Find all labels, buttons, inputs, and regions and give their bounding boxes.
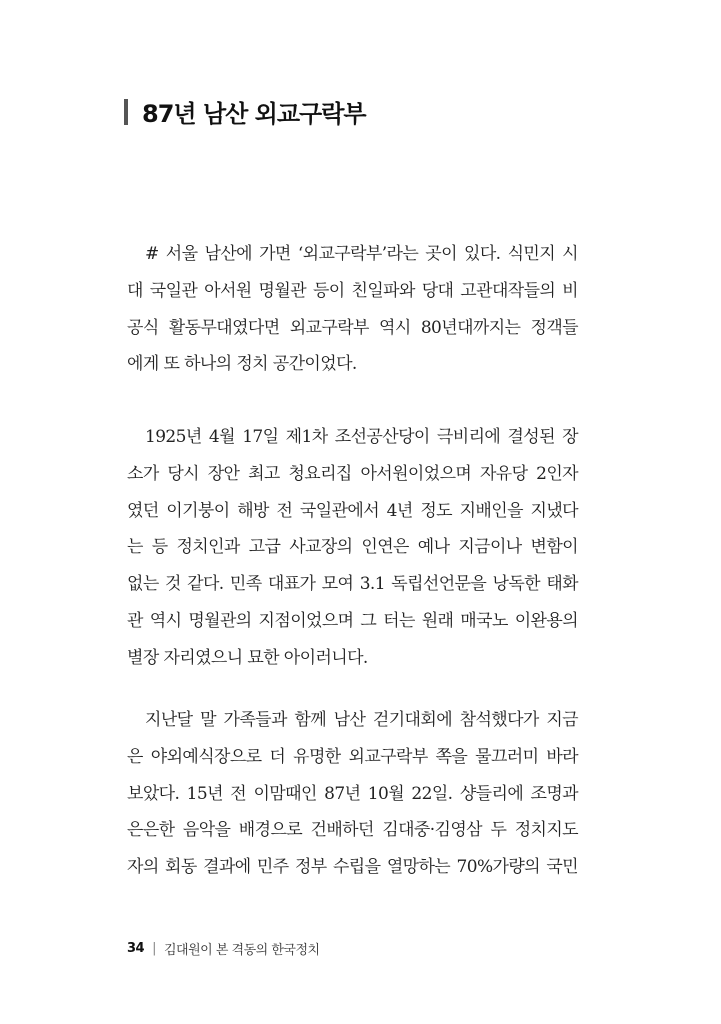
- title-text: 87년 남산 외교구락부: [142, 100, 366, 128]
- book-title: 김대원이 본 격동의 한국정치: [163, 943, 320, 958]
- text-line: 는 등 정치인과 고급 사교장의 인연은 예나 지금이나 변함이: [127, 537, 578, 558]
- text-line: 없는 것 같다. 민족 대표가 모여 3.1 독립선언문을 낭독한 태화: [127, 574, 578, 595]
- footer-separator: |: [152, 941, 156, 956]
- text-line: 였던 이기붕이 해방 전 국일관에서 4년 정도 지배인을 지냈다: [127, 500, 578, 521]
- text-line: 자의 회동 결과에 민주 정부 수립을 열망하는 70%가량의 국민: [127, 857, 578, 878]
- section-title: [124, 94, 366, 129]
- paragraph-3: [127, 702, 578, 886]
- text-line: 대 국일관 아서원 명월관 등이 친일파와 당대 고관대작들의 비: [127, 280, 578, 301]
- text-line: 은은한 음악을 배경으로 건배하던 김대중·김영삼 두 정치지도: [127, 820, 578, 841]
- text-line: 관 역시 명월관의 지점이었으며 그 터는 원래 매국노 이완용의: [127, 610, 578, 631]
- text-line: 보았다. 15년 전 이맘때인 87년 10월 22일. 샹들리에 조명과: [127, 783, 578, 804]
- text-line: 소가 당시 장안 최고 청요리집 아서원이었으며 자유당 2인자: [127, 463, 578, 484]
- text-line: 은 야외예식장으로 더 유명한 외교구락부 쪽을 물끄러미 바라: [127, 746, 578, 767]
- paragraph-2: [127, 419, 578, 677]
- page-number: 34: [127, 941, 145, 956]
- title-bar: [124, 99, 128, 125]
- text-line: 지난달 말 가족들과 함께 남산 걷기대회에 참석했다가 지금: [145, 710, 578, 730]
- text-line: 공식 활동무대였다면 외교구락부 역시 80년대까지는 정객들: [127, 317, 578, 338]
- paragraph-1: [127, 236, 578, 383]
- text-line: # 서울 남산에 가면 ‘외교구락부’라는 곳이 있다. 식민지 시: [145, 244, 578, 264]
- text-line: 1925년 4월 17일 제1차 조선공산당이 극비리에 결성된 장: [145, 427, 578, 447]
- page-footer: [127, 939, 320, 958]
- text-line: 에게 또 하나의 정치 공간이었다.: [127, 354, 357, 375]
- text-line: 별장 자리였으니 묘한 아이러니다.: [127, 647, 368, 668]
